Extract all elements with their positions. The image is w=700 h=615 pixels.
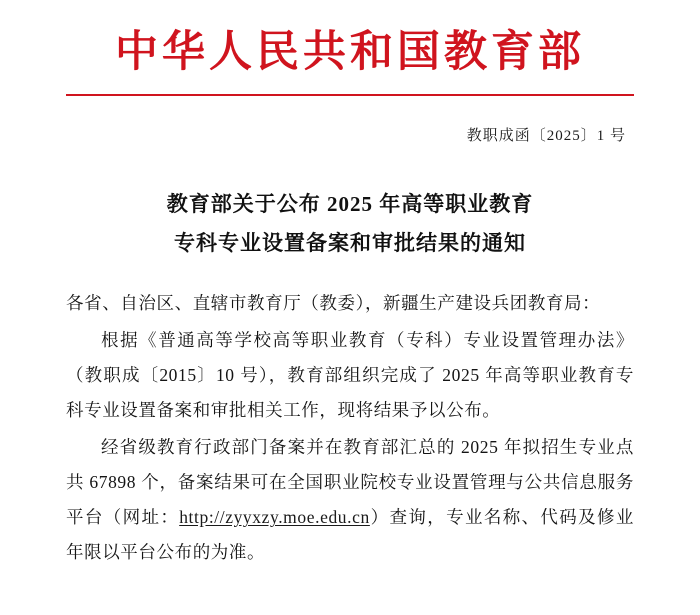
document-body: [66, 286, 634, 570]
document-title-line-1: 教育部关于公布 2025 年高等职业教育: [166, 191, 534, 216]
ministry-title: 中华人民共和国教育部: [115, 29, 585, 76]
platform-url-link[interactable]: http://zyyxzy.moe.edu.cn: [179, 507, 370, 528]
body-paragraph-2-text-before: 经省级教育行政部门备案并在教育部汇总的 2025 年拟招生专业点共 67898 个，备案结果可在全国职业院校专业设置管理与公共信息服务平台（网址：: [66, 437, 634, 528]
masthead-divider: [66, 94, 634, 96]
body-paragraph-1: 根据《普通高等学校高等职业教育（专科）专业设置管理办法》（教职成〔2015〕10 号），教育部组织完成了 2025 年高等职业教育专科专业设置备案和审批相关工作，现将结果予以公布。: [66, 330, 634, 421]
document-number: 教职成函〔2025〕1 号: [466, 127, 626, 144]
document-title-line-2: 专科专业设置备案和审批结果的通知: [174, 230, 526, 255]
body-paragraph-2: [66, 430, 634, 570]
document-title: [66, 185, 634, 263]
masthead: [66, 0, 634, 96]
addressee-paragraph: 各省、自治区、直辖市教育厅（教委），新疆生产建设兵团教育局：: [66, 293, 601, 314]
body-paragraph-2-text-after: ）查询，专业名称、代码及修业年限以平台公布的为准。: [66, 507, 634, 563]
